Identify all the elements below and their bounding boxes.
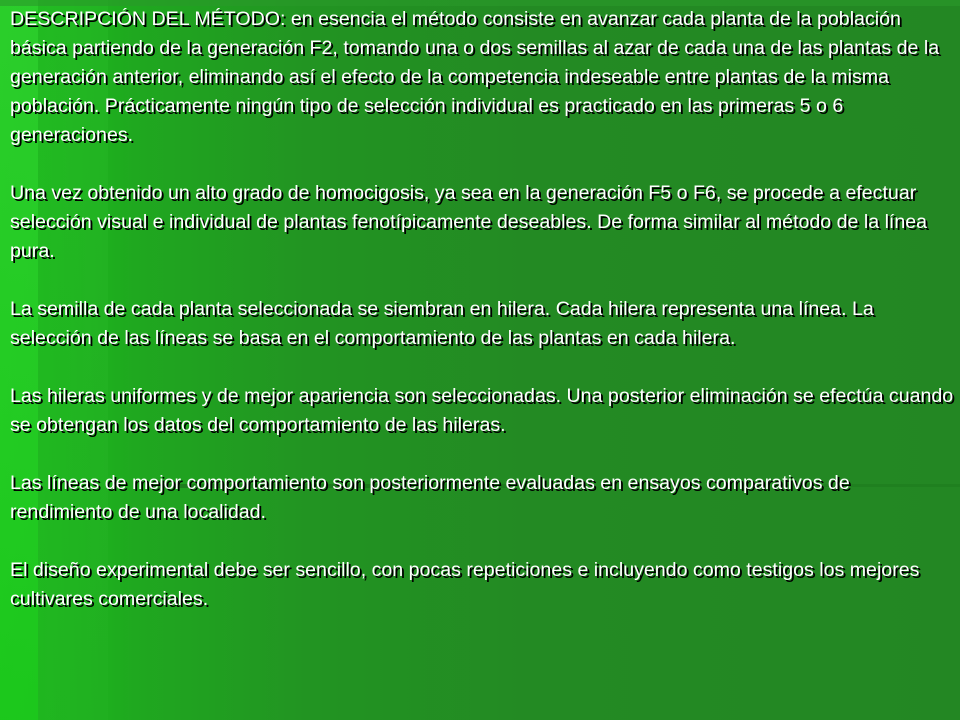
paragraph-row-sowing: La semilla de cada planta seleccionada se siembran en hilera. Cada hilera representa una línea. La selección de las líneas se basa en el comportamiento de las plantas en cada hilera. [10,298,874,349]
paragraph-method-description: DESCRIPCIÓN DEL MÉTODO: en esencia el método consiste en avanzar cada planta de la población básica partiendo de la generación F2, tomando una o dos semillas al azar de cada una de las plantas de la generación anterior, eliminando así el efecto de la competencia indeseable entre plantas de la misma población. Prácticamente ningún tipo de selección individual es practicado en las primeras 5 o 6 generaciones. [10,8,940,146]
paragraph-homozygosity-selection: Una vez obtenido un alto grado de homocigosis, ya sea en la generación F5 o F6, se procede a efectuar selección visual e individual de plantas fenotípicamente deseables. De forma similar al método de la línea pura. [10,182,928,262]
paragraph-experimental-design: El diseño experimental debe ser sencillo, con pocas repeticiones e incluyendo como testigos los mejores cultivares comerciales. [10,559,920,610]
paragraph-row-selection: Las hileras uniformes y de mejor apariencia son seleccionadas. Una posterior eliminación se efectúa cuando se obtengan los datos del comportamiento de las hileras. [10,385,954,436]
slide-body-text [10,5,956,643]
paragraph-yield-trials: Las líneas de mejor comportamiento son posteriormente evaluadas en ensayos comparativos de rendimiento de una localidad. [10,472,850,523]
